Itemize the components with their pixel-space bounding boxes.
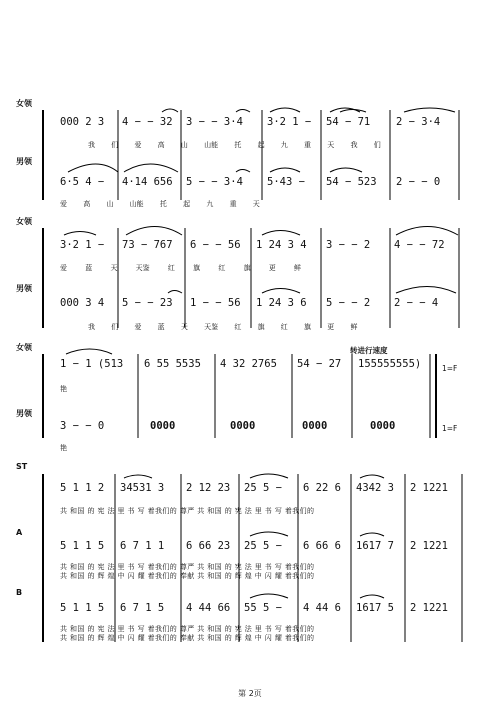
measure-notes: 6 7 1 5: [120, 602, 165, 614]
part-label-male-lead: 男领: [16, 157, 32, 166]
measure-notes: 1 − − 56: [190, 297, 241, 309]
measure-notes: 1 24 3 4: [256, 239, 307, 251]
page-number: 第 2页: [238, 689, 262, 698]
measure-notes: 54 − 27: [297, 358, 342, 370]
lyrics-line: 艳: [60, 444, 67, 452]
measure-notes: 5 1 1 2: [60, 482, 105, 494]
measure-notes: 25 5 −: [244, 482, 282, 494]
lyrics-line: 共 和国 的 辉 煌 中 闪 耀 着我们的 奉献 共 和国 的 辉 煌 中 闪 耀 着我们的: [60, 634, 315, 642]
measure-notes: 5 1 1 5: [60, 602, 105, 614]
key-signature: 1=F: [442, 424, 458, 433]
measure-notes: 3·2 1 −: [267, 116, 312, 128]
measure-notes: 6 − − 56: [190, 239, 241, 251]
measure-notes: 55 5 −: [244, 602, 282, 614]
measure-notes: 5·43 −: [267, 176, 305, 188]
measure-notes: 2 − − 4: [394, 297, 439, 309]
measure-notes: 6 66 6: [303, 540, 341, 552]
measure-notes: 5 − − 2: [326, 297, 371, 309]
measure-notes: 25 5 −: [244, 540, 282, 552]
measure-notes: 1617 5: [356, 602, 394, 614]
lyrics-line: 共 和国 的 宪 法 里 书 写 着我们的 尊严 共 和国 的 宪 法 里 书 写 着我们的: [60, 507, 315, 515]
measure-notes: 6 22 6: [303, 482, 341, 494]
measure-notes: 000 3 4: [60, 297, 105, 309]
measure-notes: 6 66 23: [186, 540, 231, 552]
measure-notes: 0000: [230, 420, 256, 432]
measure-notes: 4 − − 32: [122, 116, 173, 128]
measure-notes: 5 1 1 5: [60, 540, 105, 552]
measure-notes: 2 1221: [410, 540, 448, 552]
lyrics-line: 我 们 爱 高 山 山能 托 起 九 重 天 我 们: [88, 141, 381, 149]
tempo-change-text: 转进行速度: [350, 346, 388, 355]
part-label-male-lead: 男领: [16, 409, 32, 418]
measure-notes: 2 − 3·4: [396, 116, 441, 128]
measure-notes: 2 12 23: [186, 482, 231, 494]
part-label-st: ST: [16, 462, 28, 471]
part-label-male-lead: 男领: [16, 284, 32, 293]
measure-notes: 3 − − 3·4: [186, 116, 243, 128]
measure-notes: 3·2 1 −: [60, 239, 105, 251]
measure-notes: 155555555): [358, 358, 422, 370]
measure-notes: 34531 3: [120, 482, 165, 494]
measure-notes: 6 55 5535: [144, 358, 201, 370]
measure-notes: 3 − − 0: [60, 420, 105, 432]
lyrics-line: 爱 蓝 天 天鉴 红 旗 红 旗 更 鲜: [60, 264, 302, 272]
lyrics-line: 我 们 爱 蓝 天 天鉴 红 旗 红 旗 更 鲜: [88, 323, 358, 331]
measure-notes: 5 − − 3·4: [186, 176, 243, 188]
measure-notes: 4·14 656: [122, 176, 173, 188]
lyrics-line: 共 和国 的 宪 法 里 书 写 着我们的 尊严 共 和国 的 宪 法 里 书 写 着我们的: [60, 625, 315, 633]
lyrics-line: 共 和国 的 辉 煌 中 闪 耀 着我们的 奉献 共 和国 的 辉 煌 中 闪 耀 着我们的: [60, 572, 315, 580]
measure-notes: 4 32 2765: [220, 358, 277, 370]
measure-notes: 1 24 3 6: [256, 297, 307, 309]
measure-notes: 5 − − 23: [122, 297, 173, 309]
measure-notes: 4342 3: [356, 482, 394, 494]
measure-notes: 4 44 66: [186, 602, 231, 614]
measure-notes: 0000: [302, 420, 328, 432]
measure-notes: 2 1221: [410, 602, 448, 614]
part-label-b: B: [16, 588, 23, 597]
measure-notes: 0000: [370, 420, 396, 432]
measure-notes: 4 44 6: [303, 602, 341, 614]
measure-notes: 54 − 523: [326, 176, 377, 188]
measure-notes: 1 − 1 (513: [60, 358, 124, 370]
part-label-a: A: [16, 528, 23, 537]
measure-notes: 2 − − 0: [396, 176, 441, 188]
measure-notes: 3 − − 2: [326, 239, 371, 251]
measure-notes: 54 − 71: [326, 116, 371, 128]
measure-notes: 000 2 3: [60, 116, 105, 128]
lyrics-line: 艳: [60, 385, 67, 393]
measure-notes: 6·5 4 −: [60, 176, 105, 188]
measure-notes: 4 − − 72: [394, 239, 445, 251]
part-label-female-lead: 女领: [16, 99, 32, 108]
part-label-female-lead: 女领: [16, 217, 32, 226]
measure-notes: 6 7 1 1: [120, 540, 165, 552]
measure-notes: 2 1221: [410, 482, 448, 494]
lyrics-line: 爱 高 山 山能 托 起 九 重 天: [60, 200, 260, 208]
key-signature: 1=F: [442, 364, 458, 373]
measure-notes: 0000: [150, 420, 176, 432]
measure-notes: 73 − 767: [122, 239, 173, 251]
measure-notes: 1617 7: [356, 540, 394, 552]
part-label-female-lead: 女领: [16, 343, 32, 352]
lyrics-line: 共 和国 的 宪 法 里 书 写 着我们的 尊严 共 和国 的 宪 法 里 书 写 着我们的: [60, 563, 315, 571]
